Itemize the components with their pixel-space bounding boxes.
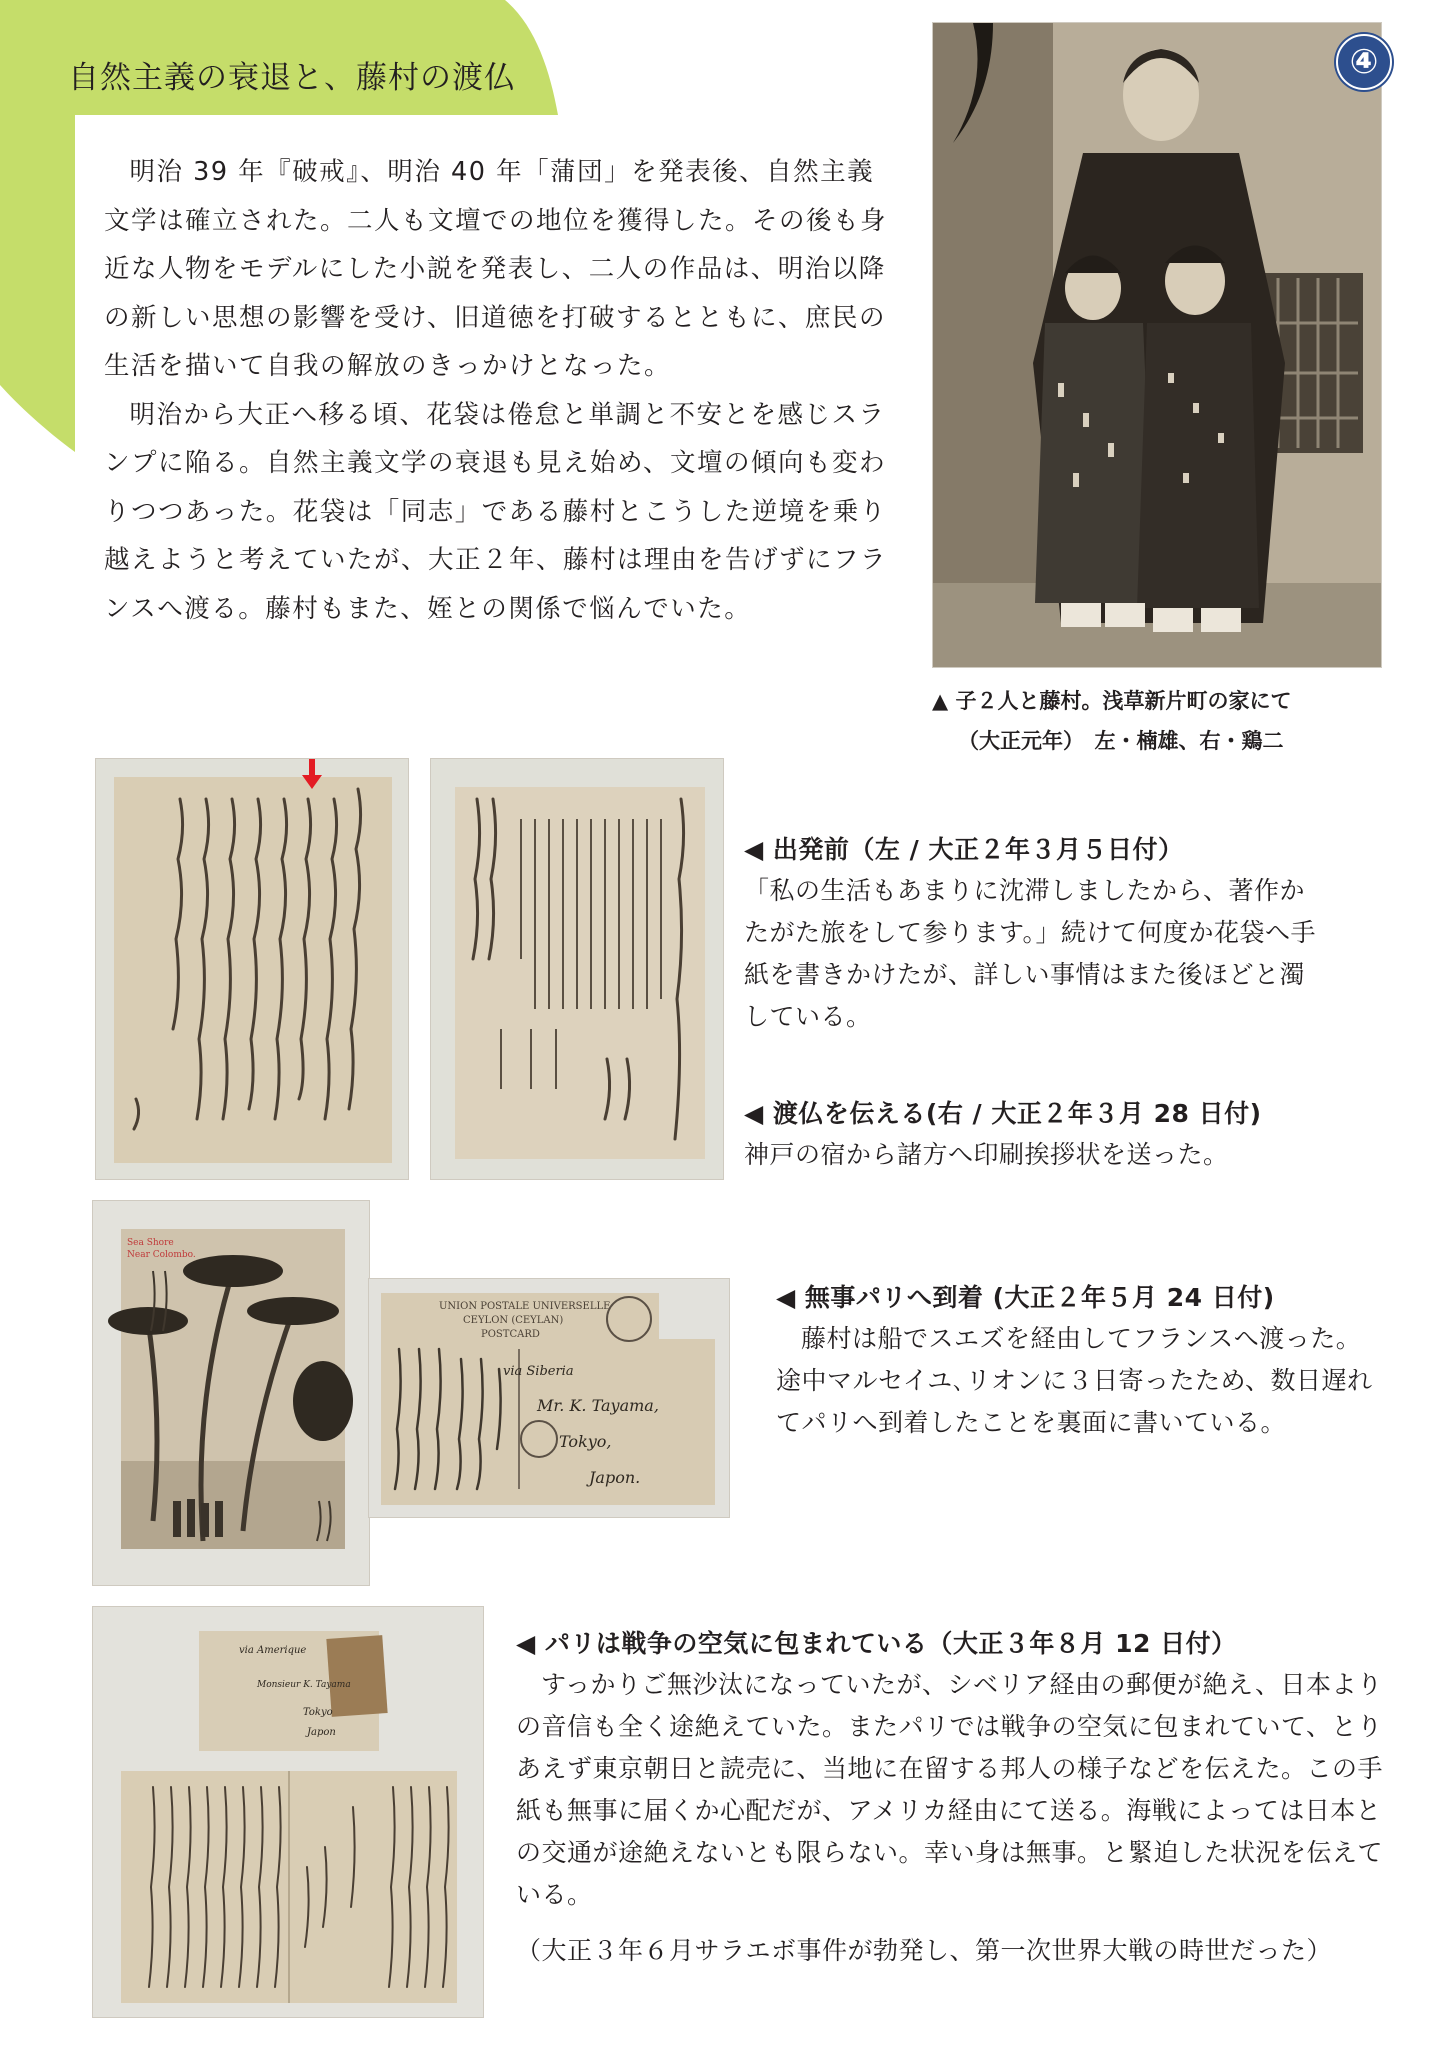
palm-caption-line-2: Near Colombo.	[127, 1250, 196, 1260]
envelope-city: Tokyo	[303, 1707, 333, 1718]
section-arrival-body: 藤村は船でスエズを経由してフランスへ渡った。途中マルセイユ､リオンに３日寄ったため、数日遅れてパリへ到着したことを裏面に書いている。	[776, 1324, 1373, 1437]
envelope-via-amerique: via Amerique	[239, 1645, 307, 1656]
ceylon-postcard-photo	[368, 1278, 730, 1518]
ceylon-postcard-label: POSTCARD	[481, 1329, 540, 1340]
palm-caption-line-1: Sea Shore	[127, 1238, 174, 1248]
section-paris-war-heading: ◀ パリは戦争の空気に包まれている（大正３年８月 12 日付）	[516, 1629, 1237, 1658]
portrait-caption-2: （大正元年） 左・楠雄、右・鶏二	[958, 729, 1284, 753]
section-arrival-heading: ◀ 無事パリへ到着 (大正２年５月 24 日付)	[776, 1283, 1275, 1312]
ceylon-country-label: CEYLON (CEYLAN)	[463, 1315, 564, 1326]
ceylon-address-line-3: Japon.	[589, 1468, 641, 1487]
ceylon-address-line-2: Tokyo,	[559, 1432, 612, 1451]
portrait-photo	[932, 22, 1382, 668]
section-paris-war-note: （大正３年６月サラエボ事件が勃発し、第一次世界大戦の時世だった）	[516, 1936, 1333, 1965]
handwritten-postcard-photo	[95, 758, 409, 1180]
envelope-and-letter-photo	[92, 1606, 484, 2018]
intro-paragraph-1: 明治 39 年『破戒』、明治 40 年「蒲団」を発表後、自然主義文学は確立された。二人も文壇での地位を獲得した。その後も身近な人物をモデルにした小説を発表し、二人の作品は、明治以降の新しい思想の影響を受け、旧道徳を打破するとともに、庶民の生活を描いて自我の解放のきっかけとなった。	[104, 157, 888, 381]
ceylon-via-siberia: via Siberia	[503, 1364, 574, 1379]
intro-text	[104, 148, 890, 633]
palm-beach-postcard-photo	[92, 1200, 370, 1586]
envelope-country: Japon	[307, 1727, 336, 1738]
ceylon-union-postale: UNION POSTALE UNIVERSELLE	[439, 1301, 611, 1312]
section-to-france-body: 神戸の宿から諸方へ印刷挨拶状を送った。	[744, 1140, 1229, 1169]
ceylon-address-line-1: Mr. K. Tayama,	[537, 1396, 659, 1415]
envelope-addressee: Monsieur K. Tayama	[257, 1680, 351, 1690]
page-title: 自然主義の衰退と、藤村の渡仏	[68, 60, 516, 96]
section-paris-war-body: すっかりご無沙汰になっていたが、シベリア経由の郵便が絶え、日本よりの音信も全く途絶えていた。またパリでは戦争の空気に包まれていて、とりあえず東京朝日と読売に、当地に在留する邦人の様子などを伝えた。この手紙も無事に届くか心配だが、アメリカ経由にて送る。海戦によっては日本との交通が途絶えないとも限らない。幸い身は無事。と緊迫した状況を伝えている。	[516, 1670, 1384, 1909]
portrait-caption-1: ▲ 子２人と藤村。浅草新片町の家にて	[932, 689, 1292, 713]
section-departure-body: 「私の生活もあまりに沈滞しましたから、著作かたがた旅をして参ります。」続けて何度か花袋へ手紙を書きかけたが、詳しい事情はまた後ほどと濁している。	[744, 876, 1317, 1031]
intro-paragraph-2: 明治から大正へ移る頃、花袋は倦怠と単調と不安とを感じスランプに陥る。自然主義文学の衰退も見え始め、文壇の傾向も変わりつつあった。花袋は「同志」である藤村とこうした逆境を乗り越えようと考えていたが、大正２年、藤村は理由を告げずにフランスへ渡る。藤村もまた、姪との関係で悩んでいた。	[104, 399, 888, 624]
printed-greeting-card-photo	[430, 758, 724, 1180]
section-departure-heading: ◀ 出発前（左 / 大正２年３月５日付）	[744, 835, 1184, 864]
section-to-france-heading: ◀ 渡仏を伝える(右 / 大正２年３月 28 日付)	[744, 1099, 1262, 1128]
page-number-badge: ④	[1336, 34, 1392, 90]
